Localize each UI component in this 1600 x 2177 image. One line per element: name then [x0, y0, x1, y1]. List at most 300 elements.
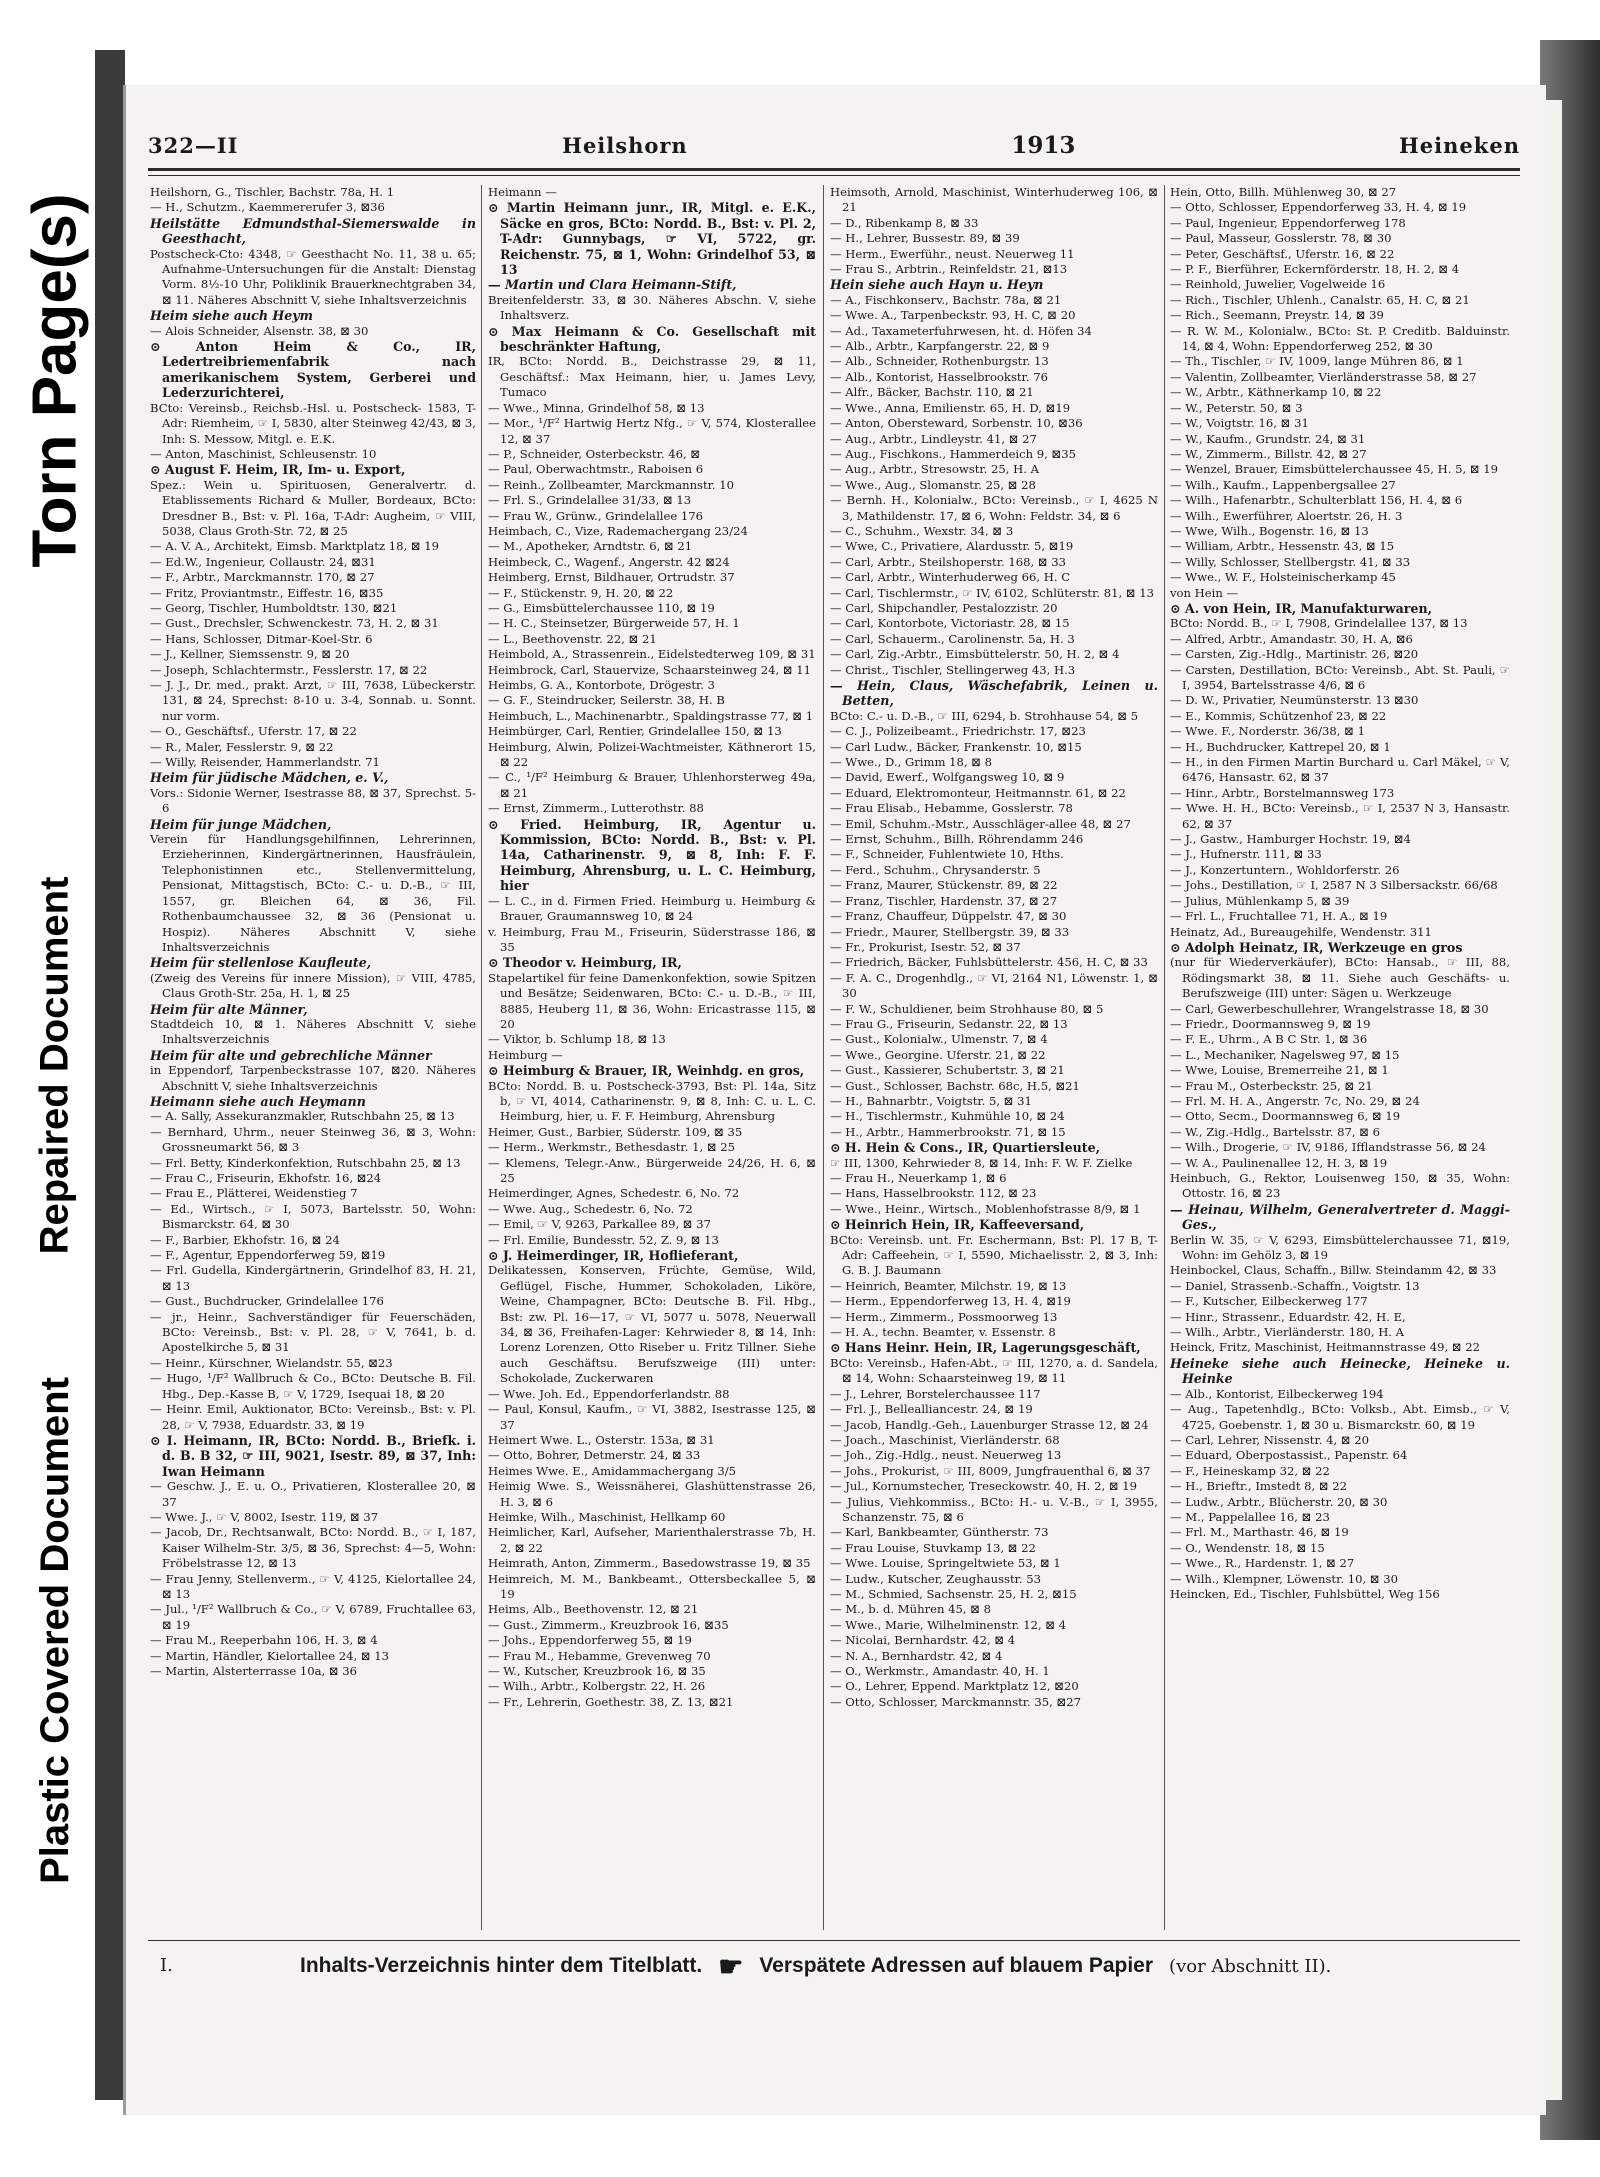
directory-entry: — Hans, Hasselbrookstr. 112, ⊠ 23	[830, 1186, 1037, 1201]
directory-entry: Hein siehe auch Hayn u. Heyn	[830, 277, 1044, 293]
directory-entry: — Carl, Gewerbeschullehrer, Wrangelstrasse 18, ⊠ 30	[1170, 1001, 1489, 1016]
directory-entry: — Johs., Prokurist, ☞ III, 8009, Jungfrauenthal 6, ⊠ 37	[830, 1463, 1151, 1478]
directory-entry: — H., in den Firmen Martin Burchard u. Carl Mäkel, ☞ V, 6476, Hansastr. 62, ⊠ 37	[1170, 755, 1510, 785]
column-divider	[823, 185, 824, 1930]
header-last-word: Heineken	[1398, 132, 1520, 158]
directory-entry: — M., Pappelallee 16, ⊠ 23	[1170, 1509, 1330, 1524]
directory-entry: — Carl, Lehrer, Nissenstr. 4, ⊠ 20	[1170, 1432, 1369, 1447]
directory-entry: — Wilh., Drogerie, ☞ IV, 9186, Ifflandstrasse 56, ⊠ 24	[1170, 1140, 1486, 1155]
directory-entry: — Reinh., Zollbeamter, Marckmannstr. 10	[488, 477, 735, 492]
directory-entry: Heimbold, A., Strassenrein., Eidelstedterweg 109, ⊠ 31	[488, 647, 816, 662]
directory-entry: (nur für Wiederverkäufer), BCto: Hansab., ☞ III, 88, Rödingsmarkt 38, ⊠ 11. Siehe auch Geschäfts- u. Berufszweige (III) unter: Sägen u. Werkzeuge	[1170, 955, 1510, 1001]
directory-entry: — W., Arbtr., Käthnerkamp 10, ⊠ 22	[1170, 385, 1382, 400]
directory-entry: ⊙ August F. Heim, IR, Im- u. Export,	[150, 462, 406, 478]
directory-entry: — Wwe., D., Grimm 18, ⊠ 8	[830, 755, 993, 770]
directory-entry: Heimig Wwe. S., Weissnäherei, Glashüttenstrasse 26, H. 3, ⊠ 6	[488, 1479, 816, 1509]
directory-entry: — R. W. M., Kolonialw., BCto: St. P. Creditb. Balduinstr. 14, ⊠ 4, Wohn: Eppendorferweg 252, ⊠ 30	[1170, 323, 1510, 354]
directory-entry: — H. A., techn. Beamter, v. Essenstr. 8	[830, 1325, 1056, 1340]
directory-entry: Heinck, Fritz, Maschinist, Heitmannstrasse 49, ⊠ 22	[1170, 1340, 1480, 1355]
directory-entry: — M., Schmied, Sachsenstr. 25, H. 2, ⊠15	[830, 1586, 1077, 1601]
directory-entry: — Frau C., Friseurin, Ekhofstr. 16, ⊠24	[150, 1171, 382, 1185]
directory-entry: — Rich., Seemann, Preystr. 14, ⊠ 39	[1170, 308, 1384, 323]
directory-entry: Heincken, Ed., Tischler, Fuhlsbüttel, Weg 156	[1170, 1586, 1440, 1601]
directory-entry: — P., Schneider, Osterbeckstr. 46, ⊠	[488, 446, 701, 461]
directory-entry: Hein, Otto, Billh. Mühlenweg 30, ⊠ 27	[1170, 185, 1397, 199]
directory-entry: Heim siehe auch Heym	[150, 308, 313, 324]
directory-entry: — Nicolai, Bernhardstr. 42, ⊠ 4	[830, 1633, 1016, 1648]
directory-entry: — J., Kellner, Siemssenstr. 9, ⊠ 20	[150, 647, 350, 662]
directory-entry: — A. V. A., Architekt, Eimsb. Marktplatz 18, ⊠ 19	[150, 539, 440, 554]
directory-entry: — Ernst, Schuhm., Billh. Röhrendamm 246	[830, 832, 1084, 847]
directory-entry: BCto: Vereinsb., Hafen-Abt., ☞ III, 1270, a. d. Sandela, ⊠ 14, Wohn: Schaarsteinweg 19, ⊠ 11	[830, 1355, 1158, 1386]
directory-entry: — G. F., Steindrucker, Seilerstr. 38, H. B	[488, 693, 725, 708]
directory-entry: — Frl. M., Marthastr. 46, ⊠ 19	[1170, 1525, 1349, 1540]
directory-entry: — Paul, Konsul, Kaufm., ☞ VI, 3882, Isestrasse 125, ⊠ 37	[488, 1402, 816, 1432]
directory-entry: — Wwe., R., Hardenstr. 1, ⊠ 27	[1170, 1556, 1355, 1571]
directory-entry: Heinbockel, Claus, Schaffn., Billw. Steindamm 42, ⊠ 33	[1170, 1263, 1497, 1278]
directory-entry: — Frau Louise, Stuvkamp 13, ⊠ 22	[830, 1540, 1036, 1555]
header-first-word: Heilshorn	[562, 132, 688, 158]
directory-entry: — Carsten, Zig.-Hdlg., Martinistr. 26, ⊠20	[1170, 647, 1419, 662]
directory-entry: — A. Sally, Assekuranzmakler, Rutschbahn 25, ⊠ 13	[150, 1109, 455, 1124]
directory-entry: — Fr., Lehrerin, Goethestr. 38, Z. 13, ⊠21	[488, 1694, 734, 1709]
directory-entry: — Carsten, Destillation, BCto: Vereinsb., Abt. St. Pauli, ☞ I, 3954, Bartelsstrasse 4/6, ⊠ 6	[1170, 662, 1510, 692]
directory-entry: — H., Brieftr., Imstedt 8, ⊠ 22	[1170, 1479, 1348, 1494]
directory-entry: — H., Bahnarbtr., Voigtstr. 5, ⊠ 31	[830, 1093, 1032, 1108]
directory-entry: — Christ., Tischler, Stellingerweg 43, H.3	[830, 662, 1076, 677]
directory-entry: — Aug., Tapetenhdlg., BCto: Volksb., Abt. Eimsb., ☞ V, 4725, Goebenstr. 1, ⊠ 30 u. Bismarckstr. 60, ⊠ 19	[1170, 1402, 1510, 1432]
directory-entry: — Wwe., Marie, Wilhelminenstr. 12, ⊠ 4	[830, 1617, 1067, 1632]
directory-entry: Heimer, Gust., Barbier, Süderstr. 109, ⊠ 35	[488, 1124, 743, 1139]
directory-entry: — C., Schuhm., Wexstr. 34, ⊠ 3	[830, 523, 1014, 538]
directory-entry: Heim für junge Mädchen,	[150, 816, 332, 832]
directory-entry: — N. A., Bernhardstr. 42, ⊠ 4	[830, 1648, 1003, 1663]
directory-entry: — Martin, Alsterterrasse 10a, ⊠ 36	[150, 1664, 358, 1678]
directory-entry: — H., Buchdrucker, Kattrepel 20, ⊠ 1	[1170, 739, 1391, 754]
directory-entry: — Johs., Destillation, ☞ I, 2587 N 3 Silbersackstr. 66/68	[1170, 878, 1498, 893]
directory-entry: — Frl. J., Bellealliancestr. 24, ⊠ 19	[830, 1402, 1033, 1417]
directory-entry: — Rich., Tischler, Uhlenh., Canalstr. 65, H. C, ⊠ 21	[1170, 292, 1470, 307]
page-header	[148, 125, 1520, 165]
directory-entry: — W., Zimmerm., Billstr. 42, ⊠ 27	[1170, 446, 1367, 461]
directory-entry: — Franz, Tischler, Hardenstr. 37, ⊠ 27	[830, 893, 1058, 908]
directory-entry: — Wwe. Joh. Ed., Eppendorferlandstr. 88	[488, 1386, 730, 1401]
directory-entry: — Martin, Händler, Kielortallee 24, ⊠ 13	[150, 1648, 390, 1663]
directory-entry: — Aug., Arbtr., Lindleystr. 41, ⊠ 27	[830, 431, 1037, 446]
directory-entry: — F., Kutscher, Eilbeckerweg 177	[1170, 1294, 1368, 1309]
directory-entry: — Hugo, ¹/F² Wallbruch & Co., BCto: Deutsche B. Fil. Hbg., Dep.-Kasse B, ☞ V, 1729, Isequai 18, ⊠ 20	[150, 1371, 476, 1401]
directory-entry: — Jul., Kornumstecher, Treseckowstr. 40, H. 2, ⊠ 19	[830, 1479, 1138, 1494]
directory-entry: — Fritz, Proviantmstr., Eiffestr. 16, ⊠35	[150, 585, 384, 600]
directory-entry: — Ludw., Arbtr., Blücherstr. 20, ⊠ 30	[1170, 1494, 1388, 1509]
footer-mark: I.	[160, 1955, 173, 1976]
directory-entry: — O., Geschäftsf., Uferstr. 17, ⊠ 22	[150, 724, 357, 739]
directory-entry: Heimsoth, Arnold, Maschinist, Winterhuderweg 106, ⊠ 21	[830, 185, 1158, 215]
directory-entry: — C. J., Polizeibeamt., Friedrichstr. 17, ⊠23	[830, 724, 1086, 739]
directory-entry: Heimke, Wilh., Maschinist, Hellkamp 60	[488, 1509, 726, 1524]
directory-entry: ☞ III, 1300, Kehrwieder 8, ⊠ 14, Inh: F. W. F. Zielke	[830, 1155, 1133, 1170]
directory-entry: — Herm., Eppendorferweg 13, H. 4, ⊠19	[830, 1294, 1071, 1309]
directory-entry: — M., b. d. Mühren 45, ⊠ 8	[830, 1602, 992, 1617]
directory-entry: — Wwe. Louise, Springeltwiete 53, ⊠ 1	[830, 1556, 1061, 1571]
directory-entry: — Bernh. H., Kolonialw., BCto: Vereinsb., ☞ I, 4625 N 3, Mathildenstr. 17, ⊠ 6, Wohn: Feldstr. 34, ⊠ 6	[830, 493, 1158, 523]
directory-entry: — F., Arbtr., Marckmannstr. 170, ⊠ 27	[150, 570, 375, 585]
directory-entry: — Frau Elisab., Hebamme, Gosslerstr. 78	[830, 801, 1073, 816]
directory-entry: ⊙ Heinrich Hein, IR, Kaffeeversand,	[830, 1217, 1085, 1233]
directory-entry: — Fr., Prokurist, Isestr. 52, ⊠ 37	[830, 939, 1021, 954]
directory-entry: — Carl, Zig.-Arbtr., Eimsbüttelerstr. 50, H. 2, ⊠ 4	[830, 647, 1120, 662]
directory-entry: Heilshorn, G., Tischler, Bachstr. 78a, H. 1	[150, 185, 395, 199]
directory-entry: ⊙ Theodor v. Heimburg, IR,	[488, 955, 682, 971]
directory-entry: — W., Kutscher, Kreuzbrook 16, ⊠ 35	[488, 1664, 706, 1678]
directory-entry: ⊙ H. Hein & Cons., IR, Quartiersleute,	[830, 1140, 1100, 1156]
directory-entry: — J., Hufnerstr. 111, ⊠ 33	[1170, 847, 1322, 862]
directory-entry: Heimann siehe auch Heymann	[150, 1093, 366, 1109]
directory-entry: — R., Maler, Fesslerstr. 9, ⊠ 22	[150, 739, 334, 754]
directory-column-1	[150, 185, 476, 1930]
directory-entry: — Frau E., Plätterei, Weidenstieg 7	[150, 1186, 358, 1201]
directory-entry: — Ed.W., Ingenieur, Collaustr. 24, ⊠31	[150, 554, 376, 569]
directory-entry: — Emil, ☞ V, 9263, Parkallee 89, ⊠ 37	[488, 1217, 711, 1232]
directory-entry: ⊙ Anton Heim & Co., IR, Ledertreibriemenfabrik nach amerikanischem System, Gerberei und Lederzurichterei,	[150, 339, 476, 401]
directory-entry: — Frau G., Friseurin, Sedanstr. 22, ⊠ 13	[830, 1016, 1068, 1031]
directory-entry: Heimburg, Alwin, Polizei-Wachtmeister, Käthnerort 15, ⊠ 22	[488, 739, 816, 770]
directory-entry: Spez.: Wein u. Spirituosen, Generalvertr. d. Etablissements Richard & Muller, Bordeaux, BCto: Dresdner B., Bst: v. Pl. 16a, T-Adr: Augheim, ☞ VIII, 5038, Claus Groth-Str. 72, ⊠ 25	[150, 477, 476, 538]
directory-entry: — Ludw., Kutscher, Zeughausstr. 53	[830, 1571, 1042, 1586]
directory-entry: von Hein —	[1170, 585, 1239, 600]
directory-entry: Heineke siehe auch Heinecke, Heineke u. Heinke	[1170, 1355, 1510, 1387]
directory-entry: — Hans, Schlosser, Ditmar-Koel-Str. 6	[150, 631, 373, 646]
directory-entry: — Willy, Schlosser, Stellbergstr. 41, ⊠ 33	[1170, 554, 1411, 569]
directory-entry: Heimrath, Anton, Zimmerm., Basedowstrasse 19, ⊠ 35	[488, 1556, 811, 1571]
directory-entry: Heimbrock, Carl, Stauervize, Schaarsteinweg 24, ⊠ 11	[488, 662, 811, 677]
column-divider	[1164, 185, 1165, 1930]
directory-entry: — Wwe. H. H., BCto: Vereinsb., ☞ I, 2537 N 3, Hansastr. 62, ⊠ 37	[1170, 801, 1510, 831]
directory-entry: — Gust., Drechsler, Schwenckestr. 73, H. 2, ⊠ 31	[150, 616, 439, 631]
directory-entry: — H. C., Steinsetzer, Bürgerweide 57, H. 1	[488, 616, 740, 631]
directory-entry: — Jul., ¹/F² Wallbruch & Co., ☞ V, 6789, Fruchtallee 63, ⊠ 19	[150, 1602, 476, 1632]
directory-entry: — Gust., Kassierer, Schubertstr. 3, ⊠ 21	[830, 1063, 1065, 1078]
directory-entry: ⊙ Max Heimann & Co. Gesellschaft mit beschränkter Haftung,	[488, 323, 816, 355]
directory-entry: Vors.: Sidonie Werner, Isestrasse 88, ⊠ 37, Sprechst. 5-6	[150, 785, 476, 816]
directory-entry: — Alb., Kontorist, Eilbeckerweg 194	[1170, 1386, 1384, 1401]
directory-entry: — Frl. Betty, Kinderkonfektion, Rutschbahn 25, ⊠ 13	[150, 1155, 461, 1170]
column-divider	[481, 185, 482, 1930]
directory-entry: — Wwe, Wilh., Bogenstr. 16, ⊠ 13	[1170, 523, 1369, 538]
directory-entry: Heinbuch, G., Rektor, Louisenweg 150, ⊠ 35, Wohn: Ottostr. 16, ⊠ 23	[1170, 1171, 1510, 1201]
directory-entry: — William, Arbtr., Hessenstr. 43, ⊠ 15	[1170, 539, 1395, 554]
directory-entry: — Wilh., Kaufm., Lappenbergsallee 27	[1170, 477, 1396, 492]
directory-entry: — Herm., Werkmstr., Bethesdastr. 1, ⊠ 25	[488, 1140, 735, 1155]
directory-entry: — Friedr., Maurer, Stellbergstr. 39, ⊠ 33	[830, 924, 1070, 939]
directory-entry: — Carl, Arbtr., Steilshoperstr. 168, ⊠ 33	[830, 554, 1067, 569]
directory-entry: — M., Apotheker, Arndtstr. 6, ⊠ 21	[488, 539, 693, 554]
directory-entry: — Viktor, b. Schlump 18, ⊠ 13	[488, 1032, 666, 1047]
directory-entry: — David, Ewerf., Wolfgangsweg 10, ⊠ 9	[830, 770, 1065, 785]
directory-entry: — W., Peterstr. 50, ⊠ 3	[1170, 400, 1303, 415]
directory-entry: — F. E., Uhrm., A B C Str. 1, ⊠ 36	[1170, 1032, 1368, 1047]
repaired-document-label: Repaired Document	[32, 876, 77, 1254]
directory-entry: — Frau Jenny, Stellenverm., ☞ V, 4125, Kielortallee 24, ⊠ 13	[150, 1571, 476, 1601]
directory-entry: — Franz, Maurer, Stückenstr. 89, ⊠ 22	[830, 878, 1058, 893]
directory-entry: — Ad., Taxameterfuhrwesen, ht. d. Höfen 34	[830, 323, 1092, 338]
directory-entry: — Th., Tischler, ☞ IV, 1009, lange Mühren 86, ⊠ 1	[1170, 354, 1464, 369]
directory-entry: — Frau W., Grünw., Grindelallee 176	[488, 508, 704, 523]
directory-entry: — Martin und Clara Heimann-Stift,	[488, 277, 737, 293]
page-number: 322—II	[148, 132, 239, 158]
directory-entry: Heim für alte und gebrechliche Männer	[150, 1047, 432, 1063]
directory-entry: Breitenfelderstr. 33, ⊠ 30. Näheres Abschn. V, siehe Inhaltsverz.	[488, 292, 816, 323]
directory-entry: — Friedr., Doormannsweg 9, ⊠ 19	[1170, 1016, 1371, 1031]
directory-entry: Heimbach, C., Vize, Rademachergang 23/24	[488, 523, 748, 538]
directory-entry: ⊙ I. Heimann, IR, BCto: Nordd. B., Briefk. i. d. B. B 32, ☞ III, 9021, Isestr. 89, ⊠ 37, Inh: Iwan Heimann	[150, 1432, 476, 1479]
directory-entry: — Gust., Schlosser, Bachstr. 68c, H.5, ⊠21	[830, 1078, 1080, 1093]
directory-entry: Heilstätte Edmundsthal-Siemerswalde in Geesthacht,	[150, 215, 476, 247]
directory-entry: — Carl, Shipchandler, Pestalozzistr. 20	[830, 600, 1058, 615]
directory-entry: — Otto, Bohrer, Detmerstr. 24, ⊠ 33	[488, 1448, 701, 1463]
binding-edge	[95, 50, 125, 2100]
directory-entry: — F. A. C., Drogenhdlg., ☞ VI, 2164 N1, Löwenstr. 1, ⊠ 30	[830, 970, 1158, 1001]
directory-entry: v. Heimburg, Frau M., Friseurin, Süderstrasse 186, ⊠ 35	[488, 924, 816, 954]
directory-entry: — Alb., Kontorist, Hasselbrookstr. 76	[830, 369, 1048, 384]
header-year: 1913	[1011, 131, 1076, 159]
directory-entry: — Wwe, Louise, Bremerreihe 21, ⊠ 1	[1170, 1063, 1389, 1078]
directory-entry: — J., Lehrer, Borstelerchaussee 117	[830, 1386, 1041, 1401]
directory-entry: — Frau M., Hebamme, Grevenweg 70	[488, 1648, 711, 1663]
header-rule-thin	[148, 175, 1520, 176]
directory-entry: — Friedrich, Bäcker, Fuhlsbüttelerstr. 456, H. C, ⊠ 33	[830, 955, 1148, 970]
directory-entry: — Jacob, Dr., Rechtsanwalt, BCto: Nordd. B., ☞ I, 187, Kaiser Wilhelm-Str. 3/5, ⊠ 36, Sprechst: 4—5, Wohn: Fröbelstrasse 12, ⊠ 13	[150, 1525, 476, 1571]
directory-entry: — Wilh., Arbtr., Kolbergstr. 22, H. 26	[488, 1679, 706, 1694]
directory-entry: ⊙ Adolph Heinatz, IR, Werkzeuge en gros	[1170, 939, 1463, 955]
directory-entry: — Carl, Schauerm., Carolinenstr. 5a, H. 3	[830, 631, 1075, 646]
directory-entry: — Aug., Arbtr., Stresowstr. 25, H. A	[830, 462, 1039, 477]
directory-entry: — Otto, Schlosser, Marckmannstr. 35, ⊠27	[830, 1694, 1081, 1709]
directory-entry: — Julius, Viehkommiss., BCto: H.- u. V.-B., ☞ I, 3955, Schanzenstr. 75, ⊠ 6	[830, 1494, 1158, 1524]
directory-entry: BCto: C.- u. D.-B., ☞ III, 6294, b. Strohhause 54, ⊠ 5	[830, 708, 1139, 723]
directory-entry: — Wilh., Hafenarbtr., Schulterblatt 156, H. 4, ⊠ 6	[1170, 493, 1463, 508]
directory-entry: — Wenzel, Brauer, Eimsbüttelerchaussee 45, H. 5, ⊠ 19	[1170, 462, 1499, 477]
directory-entry: — Ernst, Zimmerm., Lutterothstr. 88	[488, 801, 704, 816]
directory-entry: — Joseph, Schlachtermstr., Fesslerstr. 17, ⊠ 22	[150, 662, 428, 677]
directory-entry: — Karl, Bankbeamter, Güntherstr. 73	[830, 1525, 1049, 1540]
directory-entry: — H., Tischlermstr., Kuhmühle 10, ⊠ 24	[830, 1109, 1065, 1124]
directory-entry: — Wilh., Arbtr., Vierländerstr. 180, H. A	[1170, 1325, 1405, 1340]
directory-entry: — Frau S., Arbtrin., Reinfeldstr. 21, ⊠13	[830, 262, 1068, 277]
directory-entry: — Wwe. A., Tarpenbeckstr. 93, H. C, ⊠ 20	[830, 308, 1076, 323]
directory-entry: — D. W., Privatier, Neumünsterstr. 13 ⊠30	[1170, 693, 1419, 708]
directory-entry: — Herm., Zimmerm., Possmoorweg 13	[830, 1309, 1058, 1324]
directory-entry: — F., Schneider, Fuhlentwiete 10, Hths.	[830, 847, 1064, 862]
header-rule	[148, 168, 1520, 171]
directory-entry: — Willy, Reisender, Hammerlandstr. 71	[150, 755, 380, 770]
directory-entry: — L., Mechaniker, Nagelsweg 97, ⊠ 15	[1170, 1047, 1400, 1062]
directory-entry: — Frl. M. H. A., Angerstr. 7c, No. 29, ⊠ 24	[1170, 1093, 1420, 1108]
directory-entry: — P. F., Bierführer, Eckernförderstr. 18, H. 2, ⊠ 4	[1170, 262, 1460, 277]
directory-entry: Berlin W. 35, ☞ V, 6293, Eimsbüttelerchaussee 71, ⊠19, Wohn: im Gehölz 3, ⊠ 19	[1170, 1232, 1510, 1263]
directory-entry: — Anton, Obersteward, Sorbenstr. 10, ⊠36	[830, 416, 1083, 431]
directory-entry: — Frl. Emilie, Bundesstr. 52, Z. 9, ⊠ 13	[488, 1232, 719, 1247]
directory-entry: — Alois Schneider, Alsenstr. 38, ⊠ 30	[150, 323, 369, 338]
directory-entry: Heimlicher, Karl, Aufseher, Marienthalerstrasse 7b, H. 2, ⊠ 22	[488, 1525, 816, 1555]
directory-entry: — Wwe., Aug., Slomanstr. 25, ⊠ 28	[830, 477, 1036, 492]
directory-entry: — Geschw. J., E. u. O., Privatieren, Klosterallee 20, ⊠ 37	[150, 1479, 476, 1509]
directory-entry: — Heinr. Emil, Auktionator, BCto: Vereinsb., Bst: v. Pl. 28, ☞ V, 7938, Eduardstr. 33, ⊠ 19	[150, 1402, 476, 1432]
directory-entry: — Wwe., W. F., Holsteinischerkamp 45	[1170, 570, 1396, 585]
directory-entry: — Carl Ludw., Bäcker, Frankenstr. 10, ⊠15	[830, 739, 1082, 754]
directory-column-4	[1170, 185, 1510, 1930]
directory-entry: Heimberg, Ernst, Bildhauer, Ortrudstr. 37	[488, 570, 735, 585]
directory-entry: — A., Fischkonserv., Bachstr. 78a, ⊠ 21	[830, 292, 1062, 307]
directory-entry: — Frau M., Osterbeckstr. 25, ⊠ 21	[1170, 1078, 1373, 1093]
directory-entry: — F., Heineskamp 32, ⊠ 22	[1170, 1463, 1330, 1478]
directory-entry: — Alb., Arbtr., Karpfangerstr. 22, ⊠ 9	[830, 339, 1050, 354]
directory-entry: — Ed., Wirtsch., ☞ I, 5073, Bartelsstr. 50, Wohn: Bismarckstr. 64, ⊠ 30	[150, 1201, 476, 1232]
directory-entry: — J. J., Dr. med., prakt. Arzt, ☞ III, 7638, Lübeckerstr. 131, ⊠ 24, Sprechst: 8-10 u. 3-4, Sonnab. u. Sonnt. nur vorm.	[150, 678, 476, 723]
directory-entry: — F., Stückenstr. 9, H. 20, ⊠ 22	[488, 585, 674, 600]
directory-entry: — Aug., Fischkons., Hammerdeich 9, ⊠35	[830, 446, 1076, 461]
directory-entry: ⊙ J. Heimerdinger, IR, Hoflieferant,	[488, 1248, 739, 1264]
directory-entry: — L. C., in d. Firmen Fried. Heimburg u. Heimburg & Brauer, Graumannsweg 10, ⊠ 24	[488, 893, 816, 924]
directory-entry: — F., Barbier, Ekhofstr. 16, ⊠ 24	[150, 1232, 340, 1247]
plastic-covered-label: Plastic Covered Document	[32, 1376, 77, 1884]
directory-entry: — Joach., Maschinist, Vierländerstr. 68	[830, 1432, 1060, 1447]
directory-entry: — Frl. S., Grindelallee 31/33, ⊠ 13	[488, 493, 692, 508]
directory-entry: — Wwe., Anna, Emilienstr. 65, H. D, ⊠19	[830, 400, 1071, 415]
directory-entry: Heimbs, G. A., Kontorbote, Drögestr. 3	[488, 678, 716, 692]
directory-entry: — Alb., Schneider, Rothenburgstr. 13	[830, 354, 1049, 369]
directory-entry: — Herm., Ewerführ., neust. Neuerweg 11	[830, 246, 1075, 261]
directory-entry: — Gust., Buchdrucker, Grindelallee 176	[150, 1294, 384, 1309]
directory-entry: — Hein, Claus, Wäschefabrik, Leinen u. Betten,	[830, 678, 1158, 709]
directory-entry: — Alfr., Bäcker, Bachstr. 110, ⊠ 21	[830, 385, 1034, 400]
directory-entry: — Wwe. Aug., Schedestr. 6, No. 72	[488, 1201, 693, 1216]
directory-entry: — F., Agentur, Eppendorferweg 59, ⊠19	[150, 1248, 386, 1263]
directory-entry: in Eppendorf, Tarpenbeckstrasse 107, ⊠20. Näheres Abschnitt V, siehe Inhaltsverzeichnis	[150, 1063, 476, 1093]
directory-entry: — Heinrich, Beamter, Milchstr. 19, ⊠ 13	[830, 1278, 1067, 1293]
directory-entry: — Valentin, Zollbeamter, Vierländerstrasse 58, ⊠ 27	[1170, 369, 1477, 384]
directory-entry: — Paul, Oberwachtmstr., Raboisen 6	[488, 462, 704, 477]
directory-entry: — Wwe. F., Norderstr. 36/38, ⊠ 1	[1170, 724, 1365, 739]
directory-entry: — Daniel, Strassenb.-Schaffn., Voigtstr. 13	[1170, 1278, 1420, 1293]
directory-entry: BCto: Nordd. B. u. Postscheck-3793, Bst: Pl. 14a, Sitz b, ☞ VI, 4014, Catharinenstr. 9, ⊠ 8, Inh: C. u. L. C. Heimburg, hier, u. F. F. Heimburg, Ahrensburg	[488, 1078, 816, 1124]
directory-entry: — G., Eimsbüttelerchaussee 110, ⊠ 19	[488, 600, 715, 615]
footer-section-note: (vor Abschnitt II).	[1169, 1955, 1332, 1977]
directory-entry: ⊙ A. von Hein, IR, Manufakturwaren,	[1170, 600, 1432, 616]
directory-entry: — Otto, Schlosser, Eppendorferweg 33, H. 4, ⊠ 19	[1170, 200, 1467, 215]
directory-entry: Verein für Handlungsgehilfinnen, Lehrerinnen, Erzieherinnen, Kindergärtnerinnen, Hausfräulein, Telephonistinnen etc., Stellenvermittelung, Pensionat, Mittagstisch, BCto: C.- u. D.-B., ☞ III, 1557, gr. Bleichen 64, ⊠ 36, Fil. Rothenbaumchaussee 32, ⊠ 36 (Pensionat u. Hospiz). Näheres Abschnitt V, siehe Inhaltsverzeichnis	[150, 832, 476, 954]
directory-entry: — Ferd., Schuhm., Chrysanderstr. 5	[830, 862, 1041, 877]
directory-entry: — Wilh., Ewerführer, Aloertstr. 26, H. 3	[1170, 508, 1403, 523]
directory-entry: — Carl, Arbtr., Winterhuderweg 66, H. C	[830, 570, 1071, 585]
directory-entry: — Frl. L., Fruchtallee 71, H. A., ⊠ 19	[1170, 909, 1388, 924]
directory-entry: — H., Lehrer, Bussestr. 89, ⊠ 39	[830, 231, 1020, 246]
directory-entry: Heim für stellenlose Kaufleute,	[150, 955, 372, 971]
directory-entry: Heinatz, Ad., Bureaugehilfe, Wendenstr. 311	[1170, 924, 1432, 939]
directory-entry: Heim für jüdische Mädchen, e. V.,	[150, 770, 389, 786]
directory-entry: — Wwe. J., ☞ V, 8002, Isestr. 119, ⊠ 37	[150, 1509, 379, 1524]
directory-entry: — Emil, Schuhm.-Mstr., Ausschläger-allee 48, ⊠ 27	[830, 816, 1131, 831]
directory-entry: — W., Zig.-Hdlg., Bartelsstr. 87, ⊠ 6	[1170, 1124, 1381, 1139]
directory-entry: Heimbeck, C., Wagenf., Angerstr. 42 ⊠24	[488, 554, 730, 569]
directory-entry: Stadtdeich 10, ⊠ 1. Näheres Abschnitt V, siehe Inhaltsverzeichnis	[150, 1016, 476, 1047]
directory-entry: Heim für alte Männer,	[150, 1001, 308, 1017]
directory-entry: — Jacob, Handlg.-Geh., Lauenburger Strasse 12, ⊠ 24	[830, 1417, 1149, 1432]
page-footer	[300, 1948, 1500, 1984]
directory-entry: ⊙ Fried. Heimburg, IR, Agentur u. Kommission, BCto: Nordd. B., Bst: v. Pl. 14a, Catharinenstr. 9, ⊠ 8, Inh: F. F. Heimburg, Ahrensburg, u. L. C. Heimburg, hier	[488, 816, 816, 894]
directory-entry: — Frau M., Reeperbahn 106, H. 3, ⊠ 4	[150, 1633, 378, 1648]
directory-entry: — Alfred, Arbtr., Amandastr. 30, H. A, ⊠6	[1170, 631, 1413, 646]
directory-entry: — Heinr., Kürschner, Wielandstr. 55, ⊠23	[150, 1355, 393, 1370]
directory-entry: — Wwe., Minna, Grindelhof 58, ⊠ 13	[488, 400, 705, 415]
directory-entry: — Bernhard, Uhrm., neuer Steinweg 36, ⊠ 3, Wohn: Grossneumarkt 56, ⊠ 3	[150, 1124, 476, 1155]
directory-entry: — Hinr., Arbtr., Borstelmannsweg 173	[1170, 785, 1395, 800]
directory-entry: — J., Gastw., Hamburger Hochstr. 19, ⊠4	[1170, 832, 1411, 847]
directory-entry: — Klemens, Telegr.-Anw., Bürgerweide 24/26, H. 6, ⊠ 25	[488, 1155, 816, 1185]
directory-entry: — Wwe., Georgine. Uferstr. 21, ⊠ 22	[830, 1047, 1046, 1062]
directory-entry: — Carl, Tischlermstr., ☞ IV, 6102, Schlüterstr. 81, ⊠ 13	[830, 585, 1154, 600]
directory-entry: — Johs., Eppendorferweg 55, ⊠ 19	[488, 1633, 692, 1648]
directory-entry: — O., Lehrer, Eppend. Marktplatz 12, ⊠20	[830, 1679, 1079, 1694]
directory-entry: — jr., Heinr., Sachverständiger für Feuerschäden, BCto: Vereinsb., Bst: v. Pl. 28, ☞ V, 7641, b. d. Apostelkirche 5, ⊠ 31	[150, 1309, 476, 1355]
directory-entry: — Carl, Kontorbote, Victoriastr. 28, ⊠ 15	[830, 616, 1070, 631]
directory-entry: IR, BCto: Nordd. B., Deichstrasse 29, ⊠ 11, Geschäftsf.: Max Heimann, hier, u. James Levy, Tumaco	[488, 354, 816, 400]
directory-entry: ⊙ Heimburg & Brauer, IR, Weinhdg. en gros,	[488, 1063, 805, 1079]
directory-entry: Heimerdinger, Agnes, Schedestr. 6, No. 72	[488, 1186, 740, 1201]
directory-entry: — F. W., Schuldiener, beim Strohhause 80, ⊠ 5	[830, 1001, 1104, 1016]
directory-entry: — C., ¹/F² Heimburg & Brauer, Uhlenhorsterweg 49a, ⊠ 21	[488, 770, 816, 800]
directory-entry: Heimes Wwe. E., Amidammachergang 3/5	[488, 1463, 736, 1478]
directory-entry: — Julius, Mühlenkamp 5, ⊠ 39	[1170, 893, 1350, 908]
directory-entry: — Frl. Gudella, Kindergärtnerin, Grindelhof 83, H. 21, ⊠ 13	[150, 1263, 476, 1293]
directory-entry: Heimann —	[488, 185, 557, 199]
torn-pages-label: Torn Page(s)	[20, 192, 90, 568]
directory-entry: — Frau H., Neuerkamp 1, ⊠ 6	[830, 1171, 1007, 1185]
directory-entry: — O., Wendenstr. 18, ⊠ 15	[1170, 1540, 1325, 1555]
directory-entry: — Eduard, Elektromonteur, Heitmannstr. 61, ⊠ 22	[830, 785, 1126, 800]
directory-entry: ⊙ Martin Heimann junr., IR, Mitgl. e. E.K., Säcke en gros, BCto: Nordd. B., Bst: v. Pl. 2, T-Adr: Gunnybags, ☞ VI, 5722, gr. Reichenstr. 75, ⊠ 1, Wohn: Grindelhof 53, ⊠ 13	[488, 200, 816, 278]
directory-entry: — W. A., Paulinenallee 12, H. 3, ⊠ 19	[1170, 1155, 1388, 1170]
directory-entry: BCto: Vereinsb. unt. Fr. Eschermann, Bst: Pl. 17 B, T-Adr: Caffeehein, ☞ I, 5590, Michaelisstr. 2, ⊠ 3, Inh: G. B. J. Baumann	[830, 1232, 1158, 1278]
directory-entry: ⊙ Hans Heinr. Hein, IR, Lagerungsgeschäft,	[830, 1340, 1141, 1356]
footer-late-addresses: Verspätete Adressen auf blauem Papier	[759, 1954, 1154, 1977]
directory-entry: — Joh., Zig.-Hdlg., neust. Neuerweg 13	[830, 1448, 1062, 1463]
footer-index-note: Inhalts-Verzeichnis hinter dem Titelblatt.	[300, 1954, 703, 1977]
directory-entry: — Gust., Kolonialw., Ulmenstr. 7, ⊠ 4	[830, 1032, 1048, 1047]
directory-entry: — E., Kommis, Schützenhof 23, ⊠ 22	[1170, 708, 1387, 723]
directory-entry: Postscheck-Cto: 4348, ☞ Geesthacht No. 11, 38 u. 65; Aufnahme-Untersuchungen für die Anstalt: Dienstag Vorm. 8½-10 Uhr, Poliklinik Brauerknechtgraben 34, ⊠ 11. Näheres Abschnitt V, siehe Inhaltsverzeichnis	[150, 246, 476, 307]
directory-entry: — W., Voigtstr. 16, ⊠ 31	[1170, 416, 1309, 431]
directory-entry: Heimert Wwe. L., Osterstr. 153a, ⊠ 31	[488, 1432, 715, 1447]
directory-entry: Delikatessen, Konserven, Früchte, Gemüse, Wild, Geflügel, Fische, Hummer, Schokoladen, Liköre, Weine, Champagner, BCto: Deutsche B. Fil. Hbg., Bst: zw. Pl. 16—17, ☞ VI, 5077 u. 5078, Neuerwall 34, ⊠ 36, Freihafen-Lager: Kehrwieder 8, ⊠ 14, Inh: Lorenz Lorenzen, Otto Riseber u. Fritz Tillner. Siehe auch Geschäftsu. Berufszweige (III) unter: Schokolade, Zuckerwaren	[488, 1263, 816, 1386]
directory-entry: — Wilh., Klempner, Löwenstr. 10, ⊠ 30	[1170, 1571, 1398, 1586]
directory-entry: — H., Arbtr., Hammerbrookstr. 71, ⊠ 15	[830, 1124, 1066, 1139]
directory-entry: — J., Konzertuntern., Wohldorferstr. 26	[1170, 862, 1400, 877]
directory-column-3	[830, 185, 1158, 1930]
directory-entry: — Anton, Maschinist, Schleusenstr. 10	[150, 446, 377, 461]
directory-entry: — Peter, Geschäftsf., Uferstr. 16, ⊠ 22	[1170, 246, 1395, 261]
directory-column-2	[488, 185, 816, 1930]
directory-entry: — Mor., ¹/F² Hartwig Hertz Nfg., ☞ V, 574, Klosterallee 12, ⊠ 37	[488, 416, 816, 446]
directory-entry: — Paul, Masseur, Gosslerstr. 78, ⊠ 30	[1170, 231, 1392, 246]
directory-entry: — Wwe., Heinr., Wirtsch., Moblenhofstrasse 8/9, ⊠ 1	[830, 1201, 1141, 1216]
directory-entry: — Paul, Ingenieur, Eppendorferweg 178	[1170, 215, 1406, 230]
directory-entry: — L., Beethovenstr. 22, ⊠ 21	[488, 631, 657, 646]
directory-entry: Heims, Alb., Beethovenstr. 12, ⊠ 21	[488, 1602, 699, 1617]
directory-entry: — H., Schutzm., Kaemmererufer 3, ⊠36	[150, 200, 385, 215]
directory-entry: Stapelartikel für feine Damenkonfektion, sowie Spitzen und Besätze; Seidenwaren, BCto: C.- u. D.-B., ☞ III, 8885, Heuberg 11, ⊠ 36, Wohn: Ericastrasse 115, ⊠ 20	[488, 970, 816, 1031]
directory-entry: — Otto, Secm., Doormannsweg 6, ⊠ 19	[1170, 1109, 1401, 1124]
